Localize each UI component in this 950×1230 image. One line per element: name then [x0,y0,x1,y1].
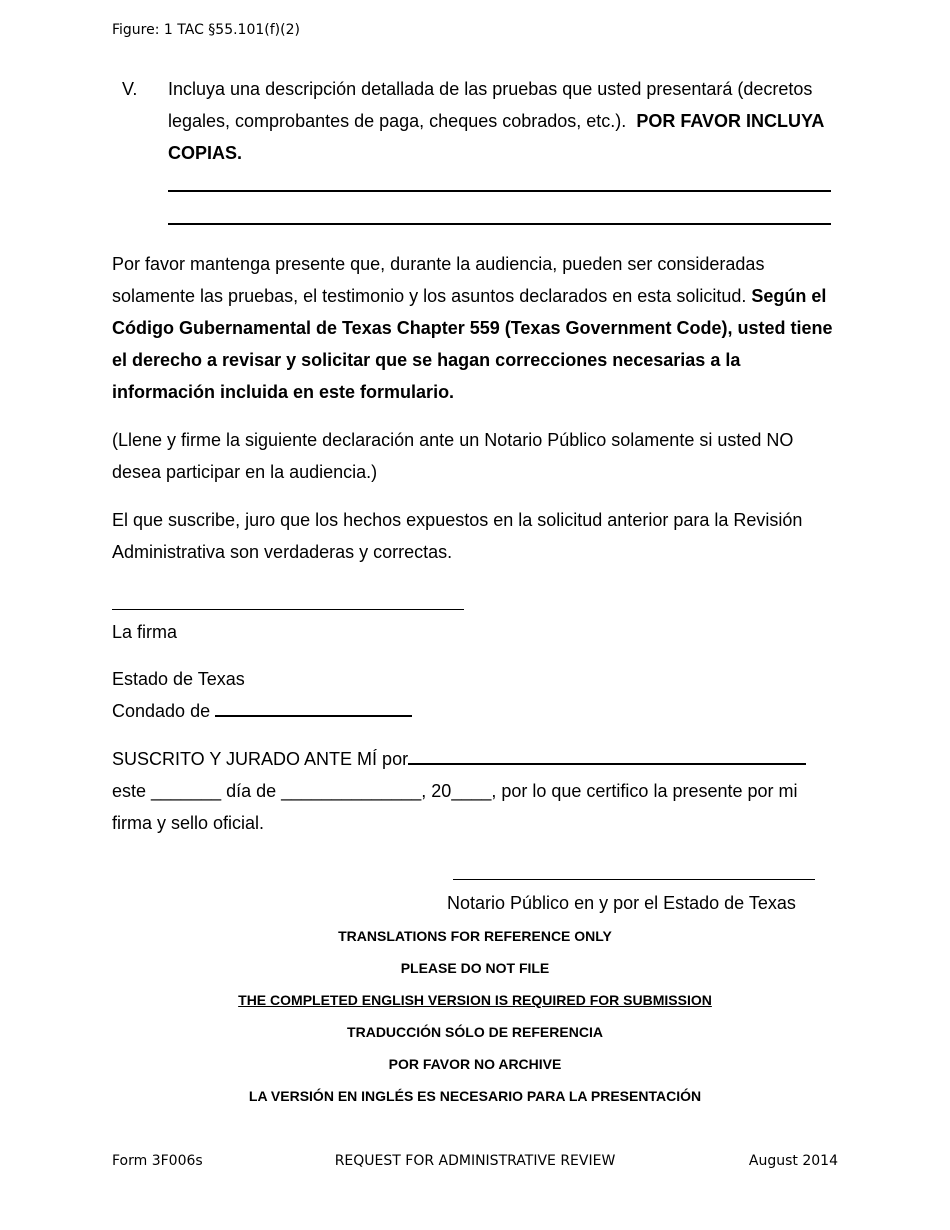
footer-form-number: Form 3F006s [112,1153,203,1169]
disclaimer-line-6: LA VERSIÓN EN INGLÉS ES NECESARIO PARA LA PRESENTACIÓN [248,1088,702,1104]
sworn-line-2: este _______ día de ______________, 20____, por lo que certifico la presente por mi [112,781,798,801]
evidence-line-2[interactable] [168,223,831,225]
disclaimer-line-4: TRADUCCIÓN SÓLO DE REFERENCIA [347,1024,603,1040]
county-row [112,695,412,727]
section-v-text [168,73,848,169]
county-label: Condado de [112,701,211,721]
notary-signature-line[interactable] [453,879,815,880]
county-field[interactable] [215,697,412,717]
disclaimer-line-1: TRANSLATIONS FOR REFERENCE ONLY [338,928,612,944]
sworn-line-3: firma y sello oficial. [112,813,265,833]
disclaimer-line-3: THE COMPLETED ENGLISH VERSION IS REQUIRED FOR SUBMISSION [238,992,712,1008]
disclaimer-line-5: POR FAVOR NO ARCHIVE [388,1056,562,1072]
footer-title: REQUEST FOR ADMINISTRATIVE REVIEW [334,1153,616,1169]
sworn-prefix: SUSCRITO Y JURADO ANTE MÍ por [112,749,409,769]
instruction-paragraph: (Llene y firme la siguiente declaración ante un Notario Público solamente si usted NO desea participar en la audiencia.) [112,430,794,482]
notice-bold-text: Según el Código Gubernamental de Texas Chapter 559 (Texas Government Code), usted tiene el derecho a revisar y solicitar que se hagan correcciones necesarias a la información incluida en este formulario. [112,286,833,402]
evidence-line-1[interactable] [168,190,831,192]
notary-label: Notario Público en y por el Estado de Texas [447,893,796,913]
notice-text: Por favor mantenga presente que, durante la audiencia, pueden ser consideradas solamente las pruebas, el testimonio y los asuntos declarados en esta solicitud. [112,254,765,306]
declaration-paragraph: El que suscribe, juro que los hechos expuestos en la solicitud anterior para la Revisión Administrativa son verdaderas y correctas. [112,510,803,562]
state-label: Estado de Texas [112,669,245,689]
section-v-emphasis: POR FAVOR INCLUYA COPIAS. [168,111,824,163]
disclaimer-line-2: PLEASE DO NOT FILE [400,960,550,976]
section-v-description: Incluya una descripción detallada de las pruebas que usted presentará (decretos legales, comprobantes de paga, cheques cobrados, etc.). [168,79,813,131]
signature-label: La firma [112,622,178,642]
figure-reference: Figure: 1 TAC §55.101(f)(2) [112,22,300,38]
footer-date: August 2014 [748,1153,838,1169]
notice-paragraph [112,248,842,408]
sworn-line-1 [112,743,806,775]
signature-line[interactable] [112,609,464,610]
section-number: V. [122,79,138,99]
sworn-name-field[interactable] [408,745,806,765]
